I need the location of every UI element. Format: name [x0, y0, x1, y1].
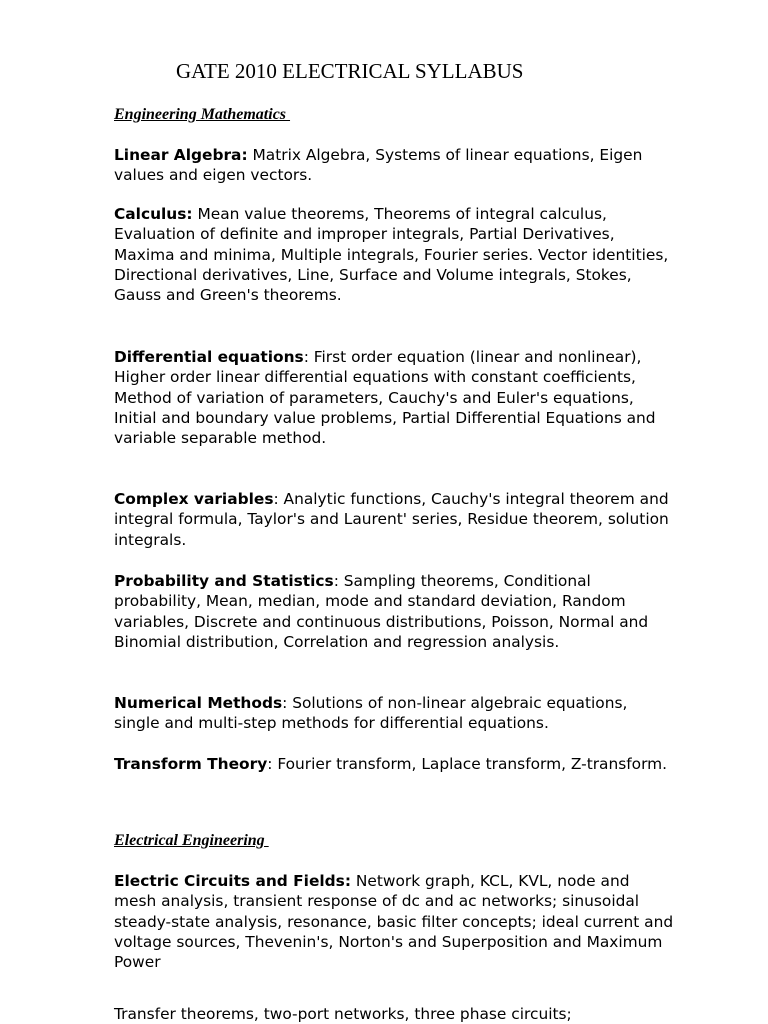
- topic-term: Numerical Methods: [114, 694, 283, 712]
- topic-text: Matrix Algebra, Systems of linear equations, Eigen values and eigen vectors.: [114, 146, 643, 185]
- topic-term: Transform Theory: [114, 755, 268, 773]
- topic-electric-circuits: [114, 871, 674, 972]
- topic-linear-algebra: [114, 145, 674, 186]
- document-title: GATE 2010 ELECTRICAL SYLLABUS: [176, 59, 524, 83]
- topic-term: Differential equations: [114, 348, 304, 366]
- topic-text: Mean value theorems, Theorems of integral calculus, Evaluation of definite and improper integrals, Partial Derivatives, Maxima and minima, Multiple integrals, Fourier series. Vector identities, Directional derivatives, Line, Surface and Volume integrals, Stokes, Gauss and Green's theorems.: [114, 205, 669, 305]
- topic-calculus: [114, 204, 674, 305]
- topic-text: : First order equation (linear and nonlinear), Higher order linear differential equations with constant coefficients, Method of variation of parameters, Cauchy's and Euler's equations, Initial and boundary value problems, Partial Differential Equations and variable separable method.: [114, 348, 656, 448]
- topic-numerical-methods: [114, 693, 674, 734]
- topic-text: : Fourier transform, Laplace transform, Z-transform.: [267, 755, 668, 773]
- topic-term: Electric Circuits and Fields:: [114, 872, 351, 890]
- topic-term: Linear Algebra:: [114, 146, 248, 164]
- topic-continuation: [114, 1004, 674, 1024]
- topic-term: Complex variables: [114, 490, 274, 508]
- topic-text: : Solutions of non-linear algebraic equations, single and multi-step methods for differential equations.: [114, 694, 628, 733]
- topic-text: Network graph, KCL, KVL, node and mesh analysis, transient response of dc and ac networks; sinusoidal steady-state analysis, resonance, basic filter concepts; ideal current and voltage sources, Thevenin's, Norton's and Superposition and Maximum Power: [114, 872, 674, 972]
- topic-differential-equations: [114, 347, 674, 448]
- topic-transform-theory: [114, 754, 674, 774]
- topic-probability-statistics: [114, 571, 674, 652]
- topic-complex-variables: [114, 489, 674, 550]
- topic-term: Probability and Statistics: [114, 572, 334, 590]
- topic-text: : Sampling theorems, Conditional probability, Mean, median, mode and standard deviation, Random variables, Discrete and continuous distributions, Poisson, Normal and Binomial distribution, Correlation and regression analysis.: [114, 572, 649, 651]
- section-heading-electrical-engineering: Electrical Engineering: [114, 832, 269, 849]
- topic-term: Calculus:: [114, 205, 193, 223]
- topic-text: Transfer theorems, two-port networks, three phase circuits;: [114, 1005, 572, 1023]
- section-heading-engineering-mathematics: Engineering Mathematics: [114, 106, 291, 123]
- topic-text: : Analytic functions, Cauchy's integral theorem and integral formula, Taylor's and Laurent' series, Residue theorem, solution integrals.: [114, 490, 669, 549]
